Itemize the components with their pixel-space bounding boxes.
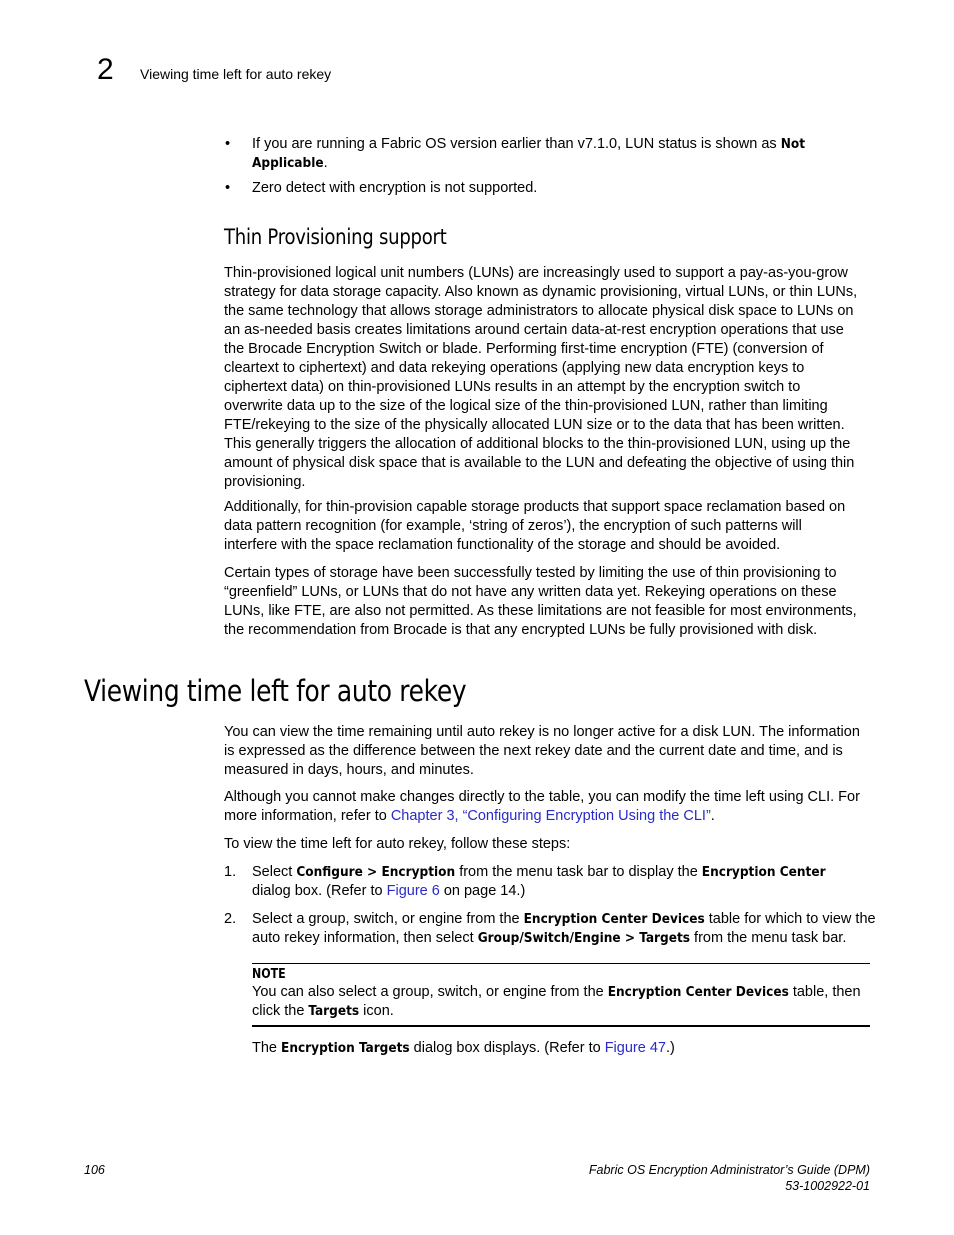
text-line: To view the time left for auto rekey, follow these steps: bbox=[224, 836, 571, 852]
bullet-item-zero-detect: Zero detect with encryption is not supported. bbox=[252, 180, 538, 196]
text-line: data pattern recognition (for example, ‘string of zeros’), the encryption of such patterns will bbox=[224, 518, 802, 534]
thin-paragraph-2 bbox=[224, 498, 845, 555]
thin-paragraph-3 bbox=[224, 564, 857, 640]
text-line: strategy for data storage capacity. Also known as dynamic provisioning, virtual LUNs, or thin LUNs, bbox=[224, 284, 858, 300]
section-heading-auto-rekey: Viewing time left for auto rekey bbox=[84, 674, 467, 708]
page-number: 106 bbox=[84, 1163, 105, 1177]
step-1: Select Configure > Encryption from the menu task bar to display the Encryption Center dialog box. (Refer to Figure 6 on page 14.) bbox=[252, 864, 826, 899]
step-number: 1. bbox=[224, 864, 237, 880]
text-line: an as-needed basis creates limitations around certain data-at-rest encryption operations that use bbox=[224, 322, 844, 338]
ui-term-encryption-center-devices: Encryption Center Devices bbox=[523, 911, 705, 927]
chapter-3-link[interactable]: Chapter 3, “Configuring Encryption Using the CLI” bbox=[390, 808, 711, 824]
text-line: “greenfield” LUNs, or LUNs that do not have any written data yet. Rekeying operations on these bbox=[224, 584, 837, 600]
text-line: the recommendation from Brocade is that any encrypted LUNs be fully provisioned with disk. bbox=[224, 622, 818, 638]
ui-term-encryption-center-devices: Encryption Center Devices bbox=[607, 984, 789, 1000]
ui-term-encryption-targets: Encryption Targets bbox=[281, 1040, 410, 1056]
ui-term-targets: Targets bbox=[308, 1003, 360, 1019]
thin-paragraph-1 bbox=[224, 264, 857, 492]
text-line: interfere with the space reclamation functionality of the storage and should be avoided. bbox=[224, 537, 781, 553]
rekey-paragraph-1 bbox=[224, 723, 860, 780]
note-top-rule bbox=[252, 963, 870, 964]
footer-doc-title: Fabric OS Encryption Administrator’s Guide (DPM) bbox=[588, 1163, 870, 1177]
text-line: This generally triggers the allocation of additional blocks to the thin-provisioned LUN, using up the bbox=[224, 436, 851, 452]
text-line: You can view the time remaining until auto rekey is no longer active for a disk LUN. The information bbox=[224, 724, 860, 740]
step-2: Select a group, switch, or engine from the Encryption Center Devices table for which to view the auto rekey information, then select Group/Switch/Engine > Targets from the menu task bar. bbox=[252, 911, 876, 946]
text-line: Certain types of storage have been successfully tested by limiting the use of thin provisioning to bbox=[224, 565, 837, 581]
bullet-item-lun-status: If you are running a Fabric OS version earlier than v7.1.0, LUN status is shown as Not Applicable. bbox=[252, 136, 806, 171]
text-line: provisioning. bbox=[224, 474, 306, 490]
figure-6-link[interactable]: Figure 6 bbox=[386, 883, 440, 899]
text-line: the Brocade Encryption Switch or blade. Performing first-time encryption (FTE) (conversion of bbox=[224, 341, 824, 357]
rekey-paragraph-3 bbox=[224, 835, 570, 854]
text-line: the same technology that allows storage administrators to allocate physical disk space to LUNs on bbox=[224, 303, 854, 319]
ui-term-configure-encryption: Configure > Encryption bbox=[296, 864, 456, 880]
text-line: measured in days, hours, and minutes. bbox=[224, 762, 474, 778]
step-number: 2. bbox=[224, 911, 237, 927]
ui-term-not: Not bbox=[780, 136, 806, 152]
section-heading-thin-provisioning: Thin Provisioning support bbox=[224, 225, 447, 249]
chapter-number: 2 bbox=[97, 53, 114, 86]
text-line: cleartext to ciphertext) and data rekeying operations (applying new data encryption keys to bbox=[224, 360, 805, 376]
text-line: ciphertext data) on thin-provisioned LUNs results in an attempt by the encryption switch to bbox=[224, 379, 801, 395]
text-line: is expressed as the difference between the next rekey date and the current date and time, and is bbox=[224, 743, 843, 759]
bullet-marker: • bbox=[225, 180, 231, 196]
running-header-title: Viewing time left for auto rekey bbox=[140, 66, 332, 82]
footer-doc-number: 53-1002922-01 bbox=[785, 1179, 870, 1193]
bullet-marker: • bbox=[225, 136, 231, 152]
text-line: amount of physical disk space that is available to the LUN and defeating the objective of using thin bbox=[224, 455, 855, 471]
note-body: You can also select a group, switch, or engine from the Encryption Center Devices table, then click the Targets icon. bbox=[252, 984, 861, 1019]
text-line: Although you cannot make changes directly to the table, you can modify the time left using CLI. For bbox=[224, 789, 860, 805]
text-line: Thin-provisioned logical unit numbers (LUNs) are increasingly used to support a pay-as-you-grow bbox=[224, 265, 848, 281]
ui-term-group-switch-engine-targets: Group/Switch/Engine > Targets bbox=[477, 930, 691, 946]
note-label: NOTE bbox=[252, 967, 286, 982]
text-line: FTE/rekeying to the size of the physically allocated LUN size or to the data that has been written. bbox=[224, 417, 845, 433]
figure-47-link[interactable]: Figure 47 bbox=[604, 1040, 666, 1056]
ui-term-encryption-center: Encryption Center bbox=[701, 864, 826, 880]
text-line: Additionally, for thin-provision capable storage products that support space reclamation based on bbox=[224, 499, 846, 515]
text-line: overwrite data up to the size of the logical size of the thin-provisioned LUN, rather than limiting bbox=[224, 398, 828, 414]
ui-term-applicable: Applicable bbox=[252, 155, 324, 171]
rekey-paragraph-2: Although you cannot make changes directly to the table, you can modify the time left using CLI. For more information, refer to Chapter 3, “Configuring Encryption Using the CLI”. bbox=[224, 789, 860, 824]
note-bottom-rule bbox=[252, 1025, 870, 1027]
after-note-paragraph: The Encryption Targets dialog box displays. (Refer to Figure 47.) bbox=[252, 1040, 675, 1056]
text-line: LUNs, like FTE, are also not permitted. As these limitations are not feasible for most environments, bbox=[224, 603, 857, 619]
